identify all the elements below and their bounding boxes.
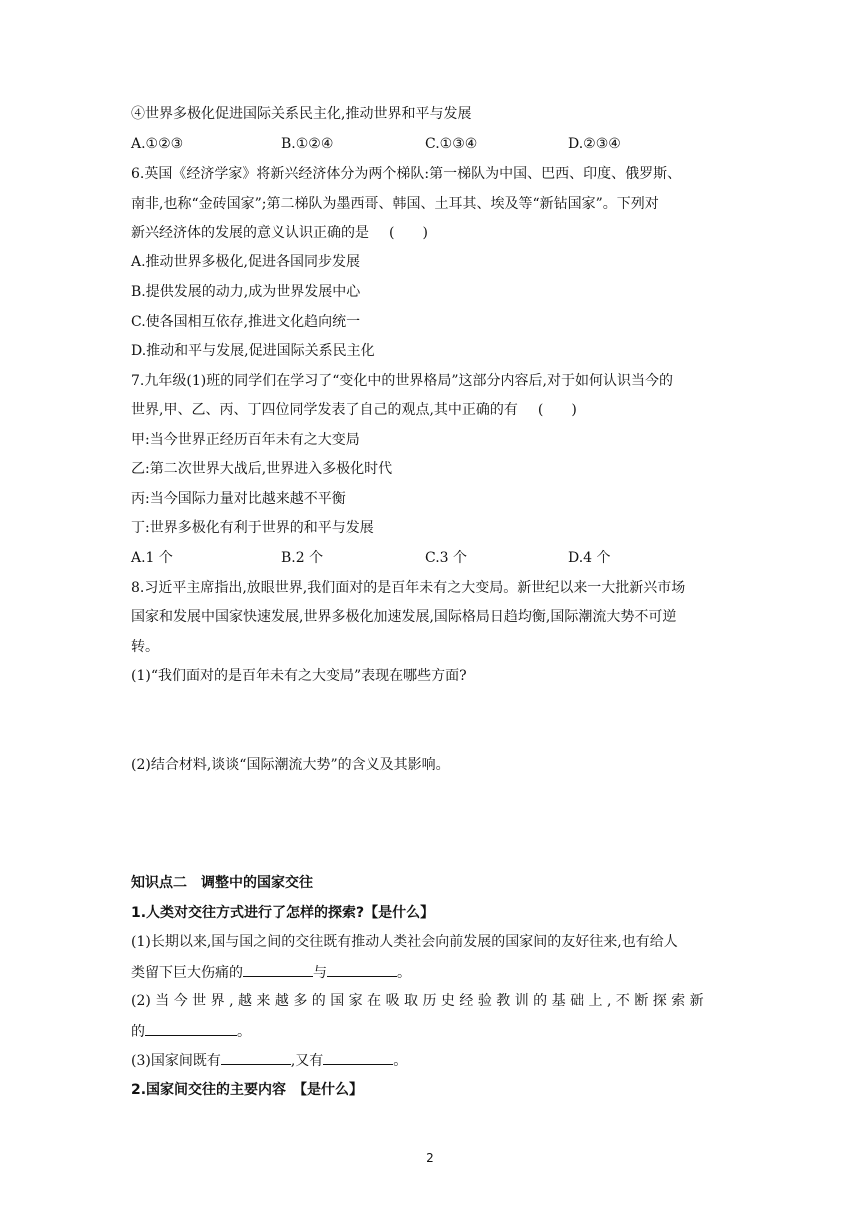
- q6-answer-paren: ( ): [389, 225, 428, 241]
- q8-line2: 国家和发展中国家快速发展,世界多极化加速发展,国际格局日趋均衡,国际潮流大势不可逆: [131, 609, 677, 625]
- q6-line2: 南非,也称“金砖国家”;第二梯队为墨西哥、韩国、土耳其、埃及等“新钻国家”。下列对: [131, 196, 659, 212]
- q7-option-d: D.4 个: [568, 550, 611, 566]
- q7-option-c: C.3 个: [425, 550, 468, 566]
- kp2-p1-line2: [131, 962, 731, 983]
- q5-option-d: D.②③④: [568, 136, 621, 152]
- q5-options: [131, 134, 731, 154]
- fill-blank[interactable]: [221, 1050, 291, 1065]
- q8-line1: 8.习近平主席指出,放眼世界,我们面对的是百年未有之大变局。新世纪以来一大批新兴市场: [131, 580, 686, 596]
- q6-line3: [131, 223, 731, 243]
- q7-view-bing: 丙:当今国际力量对比越来越不平衡: [131, 491, 346, 507]
- kp2-q1-title: 1.人类对交往方式进行了怎样的探索?【是什么】: [131, 905, 435, 921]
- kp2-p2-text: 的: [131, 1024, 145, 1040]
- kp2-p1-connector: 与: [313, 965, 327, 981]
- q8-line3: 转。: [131, 639, 159, 655]
- kp2-p1-period: 。: [397, 965, 411, 981]
- q5-option-a: A.①②③: [131, 136, 184, 152]
- q7-options: [131, 548, 731, 568]
- q8-sub1: (1)“我们面对的是百年未有之大变局”表现在哪些方面?: [131, 668, 467, 684]
- page-number: 2: [426, 1151, 434, 1165]
- q5-item4: ④世界多极化促进国际关系民主化,推动世界和平与发展: [131, 106, 472, 122]
- q7-line2: [131, 400, 731, 420]
- q6-line1: 6.英国《经济学家》将新兴经济体分为两个梯队:第一梯队为中国、巴西、印度、俄罗斯、: [131, 166, 682, 182]
- q7-stem-end: 世界,甲、乙、丙、丁四位同学发表了自己的观点,其中正确的有: [131, 402, 518, 418]
- kp2-p1-line1: (1)长期以来,国与国之间的交往既有推动人类社会向前发展的国家间的友好往来,也有给人: [131, 934, 678, 950]
- kp2-heading: 知识点二 调整中的国家交往: [131, 875, 313, 891]
- q6-option-b: B.提供发展的动力,成为世界发展中心: [131, 284, 361, 300]
- fill-blank[interactable]: [323, 1050, 393, 1065]
- q7-view-ding: 丁:世界多极化有利于世界的和平与发展: [131, 520, 374, 536]
- q6-stem-end: 新兴经济体的发展的意义认识正确的是: [131, 225, 369, 241]
- kp2-p2-line1: (2) 当 今 世 界 , 越 来 越 多 的 国 家 在 吸 取 历 史 经 验 教 训 的 基 础 上 , 不 断 探 索 新: [131, 993, 704, 1009]
- kp2-p3-period: 。: [393, 1053, 408, 1069]
- q7-view-jia: 甲:当今世界正经历百年未有之大变局: [131, 432, 360, 448]
- q6-option-d: D.推动和平与发展,促进国际关系民主化: [131, 343, 375, 359]
- q6-option-c: C.使各国相互依存,推进文化趋向统一: [131, 314, 361, 330]
- q5-option-b: B.①②④: [281, 136, 334, 152]
- q7-view-yi: 乙:第二次世界大战后,世界进入多极化时代: [131, 461, 393, 477]
- kp2-q2-title: 2.国家间交往的主要内容 【是什么】: [131, 1082, 364, 1098]
- kp2-p2-line2: [131, 1021, 731, 1042]
- kp2-p3-text-b: ,又有: [290, 1053, 324, 1069]
- q5-option-c: C.①③④: [425, 136, 478, 152]
- kp2-p3-text-a: (3)国家间既有: [131, 1053, 221, 1069]
- fill-blank[interactable]: [243, 962, 313, 977]
- q6-option-a: A.推动世界多极化,促进各国同步发展: [131, 254, 361, 270]
- kp2-p3: [131, 1050, 731, 1071]
- q7-option-b: B.2 个: [281, 550, 324, 566]
- q7-line1: 7.九年级(1)班的同学们在学习了“变化中的世界格局”这部分内容后,对于如何认识当今的: [131, 373, 673, 389]
- q7-answer-paren: ( ): [537, 402, 577, 418]
- q7-option-a: A.1 个: [131, 550, 173, 566]
- q8-sub2: (2)结合材料,谈谈“国际潮流大势”的含义及其影响。: [131, 757, 450, 773]
- kp2-p1-text: 类留下巨大伤痛的: [131, 965, 243, 981]
- kp2-p2-period: 。: [237, 1024, 251, 1040]
- fill-blank[interactable]: [145, 1021, 237, 1036]
- fill-blank[interactable]: [327, 962, 397, 977]
